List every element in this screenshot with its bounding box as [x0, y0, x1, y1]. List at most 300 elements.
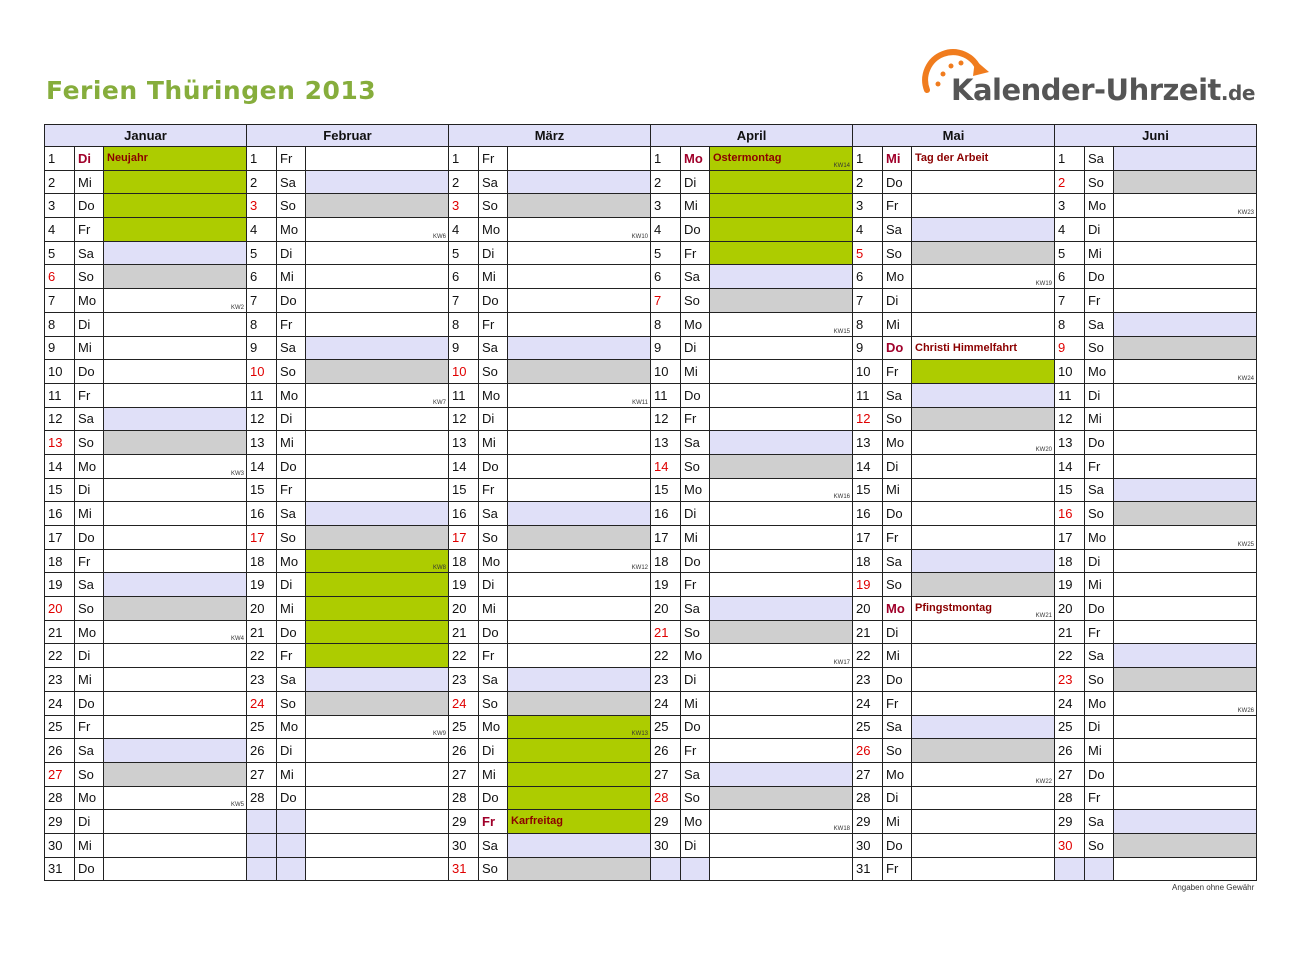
- day-entry[interactable]: [912, 549, 1055, 573]
- day-entry[interactable]: [306, 597, 449, 621]
- day-number: 15: [853, 478, 883, 502]
- day-entry[interactable]: [1114, 218, 1257, 242]
- day-entry[interactable]: [104, 857, 247, 881]
- day-entry[interactable]: [508, 502, 651, 526]
- day-entry[interactable]: [912, 526, 1055, 550]
- day-entry[interactable]: [710, 691, 853, 715]
- day-entry[interactable]: [508, 241, 651, 265]
- day-entry[interactable]: [508, 194, 651, 218]
- day-entry[interactable]: [306, 478, 449, 502]
- day-number: 11: [1055, 383, 1085, 407]
- day-entry[interactable]: [306, 170, 449, 194]
- weekday: Do: [277, 620, 306, 644]
- day-number: 24: [853, 691, 883, 715]
- empty-cell: [247, 857, 277, 881]
- day-entry[interactable]: [306, 644, 449, 668]
- month-header: April: [651, 125, 853, 147]
- day-number: 11: [247, 383, 277, 407]
- weekday: Do: [75, 360, 104, 384]
- day-entry[interactable]: [710, 265, 853, 289]
- day-number: 18: [449, 549, 479, 573]
- day-entry[interactable]: [912, 241, 1055, 265]
- day-entry[interactable]: [104, 170, 247, 194]
- day-entry[interactable]: [912, 810, 1055, 834]
- day-number: 7: [45, 289, 75, 313]
- day-number: 14: [449, 454, 479, 478]
- day-entry[interactable]: [306, 573, 449, 597]
- day-number: 13: [449, 431, 479, 455]
- day-entry[interactable]: [508, 454, 651, 478]
- calendar-row: [45, 620, 1257, 644]
- day-entry[interactable]: [508, 810, 651, 834]
- day-entry[interactable]: [508, 218, 651, 242]
- day-entry[interactable]: [508, 336, 651, 360]
- day-entry[interactable]: [912, 170, 1055, 194]
- day-entry[interactable]: [1114, 170, 1257, 194]
- day-entry[interactable]: [710, 573, 853, 597]
- day-entry[interactable]: [508, 526, 651, 550]
- day-entry[interactable]: [306, 407, 449, 431]
- day-entry[interactable]: [710, 644, 853, 668]
- day-entry[interactable]: [508, 833, 651, 857]
- day-entry[interactable]: [508, 170, 651, 194]
- day-entry[interactable]: [104, 715, 247, 739]
- week-number: KW10: [631, 233, 648, 240]
- day-entry[interactable]: [104, 312, 247, 336]
- weekday: Mi: [1085, 241, 1114, 265]
- day-entry[interactable]: [1114, 502, 1257, 526]
- day-entry[interactable]: [912, 668, 1055, 692]
- day-number: 28: [651, 786, 681, 810]
- day-entry[interactable]: [710, 668, 853, 692]
- weekday: Mi: [883, 644, 912, 668]
- day-entry[interactable]: [508, 147, 651, 171]
- day-number: 2: [449, 170, 479, 194]
- day-entry[interactable]: [104, 194, 247, 218]
- day-entry[interactable]: [104, 739, 247, 763]
- day-entry[interactable]: [912, 289, 1055, 313]
- day-entry[interactable]: [1114, 526, 1257, 550]
- day-entry[interactable]: [306, 526, 449, 550]
- empty-cell: [277, 833, 306, 857]
- day-number: 7: [1055, 289, 1085, 313]
- weekday: Mo: [1085, 360, 1114, 384]
- day-entry[interactable]: [912, 336, 1055, 360]
- weekday: Fr: [479, 810, 508, 834]
- day-entry[interactable]: [508, 383, 651, 407]
- day-entry[interactable]: [508, 312, 651, 336]
- weekday: Do: [681, 218, 710, 242]
- day-entry[interactable]: [912, 502, 1055, 526]
- day-entry[interactable]: [306, 218, 449, 242]
- day-number: 11: [449, 383, 479, 407]
- day-number: 15: [45, 478, 75, 502]
- day-entry[interactable]: [508, 573, 651, 597]
- day-entry[interactable]: [104, 218, 247, 242]
- day-entry[interactable]: [710, 454, 853, 478]
- day-entry[interactable]: [710, 478, 853, 502]
- weekday: Di: [1085, 549, 1114, 573]
- weekday: Mi: [883, 312, 912, 336]
- day-entry[interactable]: [1114, 407, 1257, 431]
- weekday: Do: [883, 833, 912, 857]
- day-number: 24: [45, 691, 75, 715]
- weekday: So: [75, 762, 104, 786]
- weekday: Sa: [75, 407, 104, 431]
- day-entry[interactable]: [912, 597, 1055, 621]
- day-entry[interactable]: [104, 336, 247, 360]
- day-entry[interactable]: [710, 194, 853, 218]
- day-entry[interactable]: [912, 194, 1055, 218]
- week-number: KW21: [1035, 612, 1052, 619]
- day-number: 12: [853, 407, 883, 431]
- day-number: 30: [651, 833, 681, 857]
- day-entry[interactable]: [1114, 147, 1257, 171]
- day-entry[interactable]: [508, 265, 651, 289]
- day-entry[interactable]: [306, 431, 449, 455]
- day-entry[interactable]: [1114, 739, 1257, 763]
- day-number: 13: [45, 431, 75, 455]
- weekday: Mi: [1085, 739, 1114, 763]
- weekday: Mo: [277, 549, 306, 573]
- day-entry[interactable]: [1114, 644, 1257, 668]
- day-entry[interactable]: [1114, 573, 1257, 597]
- empty-cell: [306, 857, 449, 881]
- day-number: 7: [651, 289, 681, 313]
- disclaimer-note: Angaben ohne Gewähr: [1172, 883, 1255, 892]
- day-entry[interactable]: [1114, 715, 1257, 739]
- day-entry[interactable]: [1114, 549, 1257, 573]
- day-number: 19: [1055, 573, 1085, 597]
- day-entry[interactable]: [710, 336, 853, 360]
- weekday: So: [75, 265, 104, 289]
- day-entry[interactable]: [912, 312, 1055, 336]
- day-number: 15: [1055, 478, 1085, 502]
- weekday: Di: [479, 573, 508, 597]
- day-number: 23: [651, 668, 681, 692]
- day-entry[interactable]: [1114, 786, 1257, 810]
- day-number: 31: [45, 857, 75, 881]
- day-entry[interactable]: [306, 549, 449, 573]
- weekday: Sa: [1085, 644, 1114, 668]
- day-entry[interactable]: [1114, 668, 1257, 692]
- day-entry[interactable]: [912, 383, 1055, 407]
- day-entry[interactable]: [104, 762, 247, 786]
- day-entry[interactable]: [1114, 289, 1257, 313]
- day-entry[interactable]: [508, 549, 651, 573]
- day-number: 27: [247, 762, 277, 786]
- day-entry[interactable]: [710, 786, 853, 810]
- day-entry[interactable]: [508, 360, 651, 384]
- day-entry[interactable]: [104, 620, 247, 644]
- day-number: 6: [651, 265, 681, 289]
- week-number: KW7: [432, 399, 446, 406]
- day-number: 13: [853, 431, 883, 455]
- day-entry[interactable]: [710, 597, 853, 621]
- calendar-row: [45, 502, 1257, 526]
- day-entry[interactable]: [710, 170, 853, 194]
- calendar-row: [45, 786, 1257, 810]
- day-number: 10: [1055, 360, 1085, 384]
- day-entry[interactable]: [508, 431, 651, 455]
- weekday: Fr: [681, 407, 710, 431]
- day-number: 15: [247, 478, 277, 502]
- weekday: Do: [75, 691, 104, 715]
- day-entry[interactable]: [508, 478, 651, 502]
- day-entry[interactable]: [710, 526, 853, 550]
- day-number: 1: [853, 147, 883, 171]
- day-number: 8: [1055, 312, 1085, 336]
- day-entry[interactable]: [1114, 691, 1257, 715]
- day-entry[interactable]: [104, 644, 247, 668]
- day-number: 22: [651, 644, 681, 668]
- day-entry[interactable]: [1114, 265, 1257, 289]
- day-entry[interactable]: [306, 786, 449, 810]
- day-entry[interactable]: [306, 194, 449, 218]
- weekday: So: [277, 691, 306, 715]
- day-entry[interactable]: [306, 147, 449, 171]
- day-entry[interactable]: [1114, 312, 1257, 336]
- day-entry[interactable]: [710, 360, 853, 384]
- day-entry[interactable]: [306, 265, 449, 289]
- day-entry[interactable]: [104, 668, 247, 692]
- day-entry[interactable]: [508, 762, 651, 786]
- weekday: Mo: [75, 289, 104, 313]
- weekday: Do: [681, 383, 710, 407]
- empty-cell: [306, 833, 449, 857]
- day-entry[interactable]: [912, 620, 1055, 644]
- day-entry[interactable]: [710, 762, 853, 786]
- weekday: So: [479, 526, 508, 550]
- weekday: Do: [1085, 265, 1114, 289]
- day-entry[interactable]: [104, 265, 247, 289]
- day-entry[interactable]: [912, 691, 1055, 715]
- day-entry[interactable]: [104, 597, 247, 621]
- weekday: So: [1085, 336, 1114, 360]
- day-entry[interactable]: [912, 407, 1055, 431]
- day-entry[interactable]: [912, 857, 1055, 881]
- day-number: 30: [45, 833, 75, 857]
- day-entry[interactable]: [1114, 762, 1257, 786]
- empty-cell: [681, 857, 710, 881]
- day-entry[interactable]: [1114, 194, 1257, 218]
- day-entry[interactable]: [912, 644, 1055, 668]
- day-entry[interactable]: [306, 715, 449, 739]
- weekday: Sa: [479, 833, 508, 857]
- day-entry[interactable]: [104, 241, 247, 265]
- day-entry[interactable]: [508, 407, 651, 431]
- day-entry[interactable]: [508, 857, 651, 881]
- day-entry[interactable]: [508, 289, 651, 313]
- day-number: 25: [247, 715, 277, 739]
- day-entry[interactable]: [912, 833, 1055, 857]
- day-number: 10: [247, 360, 277, 384]
- day-entry[interactable]: [508, 668, 651, 692]
- weekday: So: [681, 454, 710, 478]
- day-entry[interactable]: [104, 502, 247, 526]
- day-entry[interactable]: [912, 762, 1055, 786]
- day-number: 26: [45, 739, 75, 763]
- day-entry[interactable]: [912, 786, 1055, 810]
- day-number: 26: [247, 739, 277, 763]
- weekday: Di: [75, 810, 104, 834]
- day-entry[interactable]: [710, 620, 853, 644]
- day-entry[interactable]: [710, 312, 853, 336]
- day-entry[interactable]: [1114, 597, 1257, 621]
- day-entry[interactable]: [508, 597, 651, 621]
- weekday: Fr: [883, 194, 912, 218]
- weekday: So: [479, 194, 508, 218]
- day-number: 21: [853, 620, 883, 644]
- day-entry[interactable]: [1114, 478, 1257, 502]
- day-entry[interactable]: [912, 265, 1055, 289]
- day-number: 22: [1055, 644, 1085, 668]
- day-entry[interactable]: [912, 715, 1055, 739]
- day-entry[interactable]: [306, 289, 449, 313]
- day-number: 6: [449, 265, 479, 289]
- day-entry[interactable]: [104, 431, 247, 455]
- day-entry[interactable]: [508, 739, 651, 763]
- day-entry[interactable]: [508, 786, 651, 810]
- week-number: KW26: [1237, 707, 1254, 714]
- day-entry[interactable]: [104, 526, 247, 550]
- day-entry[interactable]: [508, 644, 651, 668]
- day-number: 21: [651, 620, 681, 644]
- day-entry[interactable]: [306, 762, 449, 786]
- day-entry[interactable]: [1114, 336, 1257, 360]
- day-entry[interactable]: [1114, 431, 1257, 455]
- day-entry[interactable]: [104, 833, 247, 857]
- weekday: Mi: [479, 762, 508, 786]
- day-entry[interactable]: [104, 478, 247, 502]
- day-entry[interactable]: [912, 147, 1055, 171]
- day-entry[interactable]: [306, 739, 449, 763]
- day-number: 20: [45, 597, 75, 621]
- day-entry[interactable]: [508, 691, 651, 715]
- day-entry[interactable]: [306, 502, 449, 526]
- day-entry[interactable]: [710, 147, 853, 171]
- day-entry[interactable]: [104, 407, 247, 431]
- day-entry[interactable]: [710, 407, 853, 431]
- weekday: So: [1085, 170, 1114, 194]
- day-entry[interactable]: [710, 715, 853, 739]
- day-entry[interactable]: [710, 502, 853, 526]
- day-entry[interactable]: [104, 454, 247, 478]
- day-number: 5: [45, 241, 75, 265]
- weekday: Fr: [1085, 786, 1114, 810]
- day-number: 9: [853, 336, 883, 360]
- day-entry[interactable]: [508, 620, 651, 644]
- weekday: Di: [883, 620, 912, 644]
- day-entry[interactable]: [1114, 360, 1257, 384]
- day-number: 6: [853, 265, 883, 289]
- day-entry[interactable]: [1114, 454, 1257, 478]
- day-number: 18: [247, 549, 277, 573]
- day-entry[interactable]: [104, 573, 247, 597]
- day-entry[interactable]: [306, 360, 449, 384]
- weekday: Sa: [479, 336, 508, 360]
- weekday: Sa: [883, 549, 912, 573]
- weekday: Mi: [883, 147, 912, 171]
- day-entry[interactable]: [710, 810, 853, 834]
- day-entry[interactable]: [912, 431, 1055, 455]
- weekday: Mi: [883, 478, 912, 502]
- day-entry[interactable]: [104, 691, 247, 715]
- day-entry[interactable]: [104, 147, 247, 171]
- day-entry[interactable]: [104, 383, 247, 407]
- week-number: KW23: [1237, 210, 1254, 217]
- day-entry[interactable]: [912, 478, 1055, 502]
- day-entry[interactable]: [306, 454, 449, 478]
- day-number: 25: [449, 715, 479, 739]
- day-entry[interactable]: [104, 810, 247, 834]
- day-number: 12: [247, 407, 277, 431]
- weekday: Fr: [75, 218, 104, 242]
- day-entry[interactable]: [306, 312, 449, 336]
- day-entry[interactable]: [306, 383, 449, 407]
- day-entry[interactable]: [1114, 383, 1257, 407]
- day-entry[interactable]: [306, 336, 449, 360]
- weekday: Mo: [1085, 194, 1114, 218]
- day-entry[interactable]: [710, 289, 853, 313]
- day-entry[interactable]: [104, 360, 247, 384]
- day-entry[interactable]: [710, 218, 853, 242]
- weekday: So: [883, 241, 912, 265]
- weekday: Fr: [479, 644, 508, 668]
- day-number: 17: [651, 526, 681, 550]
- day-entry[interactable]: [1114, 241, 1257, 265]
- day-entry[interactable]: [508, 715, 651, 739]
- day-number: 16: [247, 502, 277, 526]
- day-entry[interactable]: [306, 620, 449, 644]
- weekday: Mi: [681, 360, 710, 384]
- weekday: Mo: [479, 715, 508, 739]
- day-entry[interactable]: [1114, 620, 1257, 644]
- day-number: 2: [45, 170, 75, 194]
- day-entry[interactable]: [306, 668, 449, 692]
- day-entry[interactable]: [710, 383, 853, 407]
- day-entry[interactable]: [306, 241, 449, 265]
- day-entry[interactable]: [104, 786, 247, 810]
- day-entry[interactable]: [710, 833, 853, 857]
- brand-logo[interactable]: [921, 42, 1255, 112]
- day-entry[interactable]: [710, 549, 853, 573]
- calendar-row: [45, 265, 1257, 289]
- day-entry[interactable]: [710, 739, 853, 763]
- calendar-row: [45, 312, 1257, 336]
- day-entry[interactable]: [104, 549, 247, 573]
- weekday: So: [479, 857, 508, 881]
- day-entry[interactable]: [306, 691, 449, 715]
- weekday: Di: [681, 502, 710, 526]
- day-entry[interactable]: [912, 360, 1055, 384]
- day-entry[interactable]: [912, 739, 1055, 763]
- day-entry[interactable]: [912, 454, 1055, 478]
- day-entry[interactable]: [1114, 810, 1257, 834]
- day-entry[interactable]: [912, 218, 1055, 242]
- weekday: Mo: [479, 549, 508, 573]
- day-number: 7: [449, 289, 479, 313]
- day-entry[interactable]: [710, 241, 853, 265]
- day-number: 17: [247, 526, 277, 550]
- day-entry[interactable]: [104, 289, 247, 313]
- weekday: Do: [1085, 597, 1114, 621]
- day-entry[interactable]: [1114, 833, 1257, 857]
- day-entry[interactable]: [710, 431, 853, 455]
- day-number: 4: [853, 218, 883, 242]
- day-entry[interactable]: [912, 573, 1055, 597]
- calendar-row: [45, 360, 1257, 384]
